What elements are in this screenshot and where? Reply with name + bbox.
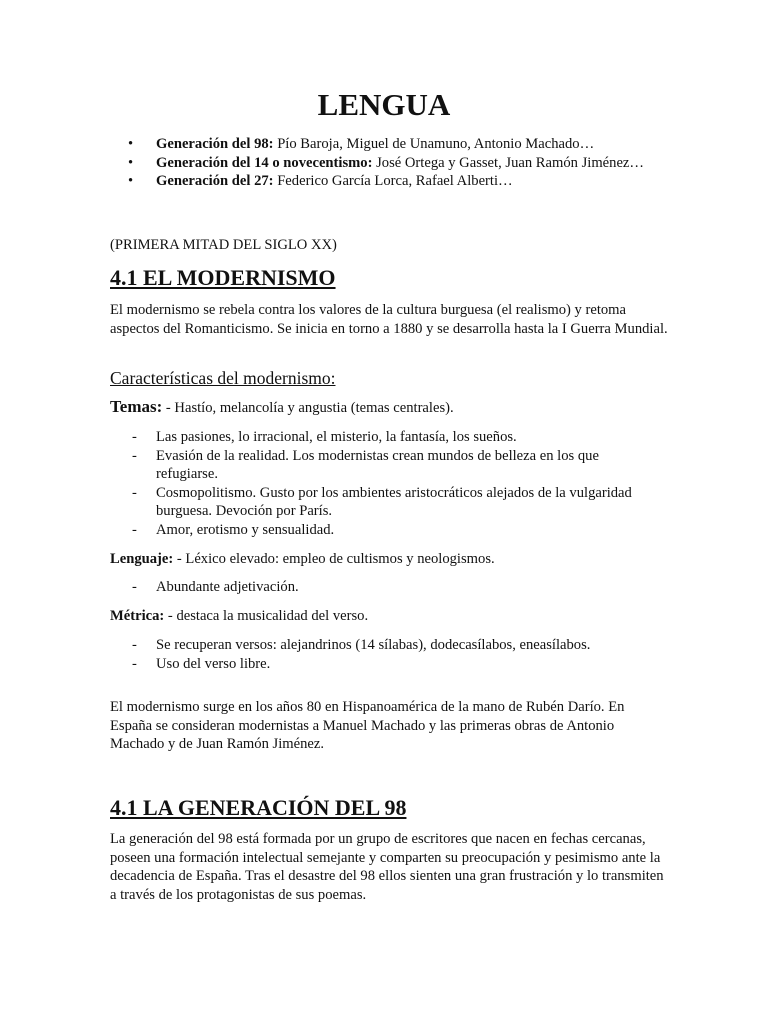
generation-label: Generación del 98: — [156, 136, 274, 152]
lenguaje-line — [110, 550, 670, 569]
generation-label: Generación del 27: — [156, 173, 274, 189]
generation-label: Generación del 14 o novecentismo: — [156, 154, 373, 171]
dash-icon: - — [132, 484, 137, 501]
generacion-98-intro: La generación del 98 está formada por un grupo de escritores que nacen en fechas cercanas, poseen una formación intelectual semejante y comparten su preocupación y pesimismo ante la decadencia de España. Tras el desastre del 98 ellos sienten una gran frustración y lo transmiten a través de los protagonistas de sus poemas. — [110, 831, 664, 903]
list-item — [132, 447, 652, 484]
lenguaje-text: - Léxico elevado: empleo de cultismos y neologismos. — [173, 551, 495, 567]
list-item — [132, 521, 652, 540]
list-item-text: Cosmopolitismo. Gusto por los ambientes aristocráticos alejados de la vulgaridad burguesa. Devoción por París. — [156, 484, 632, 519]
generation-authors: Pío Baroja, Miguel de Unamuno, Antonio Machado… — [273, 136, 595, 152]
list-item — [132, 655, 652, 674]
generations-list — [128, 135, 648, 191]
section-title-modernismo: 4.1 EL MODERNISMO — [110, 265, 336, 290]
metrica-list — [132, 636, 652, 673]
caracteristicas-heading: Características del modernismo: — [110, 368, 336, 388]
lenguaje-list — [132, 578, 652, 597]
list-item — [128, 154, 648, 173]
list-item-text: Uso del verso libre. — [156, 655, 271, 672]
temas-list — [132, 428, 652, 539]
generation-authors: Federico García Lorca, Rafael Alberti… — [273, 173, 513, 189]
list-item — [128, 135, 648, 154]
list-item — [132, 578, 652, 597]
generation-authors: José Ortega y Gasset, Juan Ramón Jiménez… — [372, 154, 644, 171]
bullet-icon: • — [128, 154, 134, 171]
modernismo-closing: El modernismo surge en los años 80 en Hispanoamérica de la mano de Rubén Darío. En España se consideran modernistas a Manuel Machado y las primeras obras de Antonio Machado y de Juan Ramón Jiménez. — [110, 699, 625, 752]
page-title: LENGUA — [317, 87, 451, 122]
list-item — [132, 484, 652, 521]
period-note: (PRIMERA MITAD DEL SIGLO XX) — [110, 237, 337, 253]
list-item — [132, 428, 652, 447]
list-item-text: Se recuperan versos: alejandrinos (14 sílabas), dodecasílabos, eneasílabos. — [156, 637, 591, 653]
bullet-icon: • — [128, 136, 134, 152]
dash-icon: - — [132, 447, 137, 464]
temas-label: Temas: — [110, 397, 163, 416]
metrica-text: - destaca la musicalidad del verso. — [164, 608, 369, 624]
dash-icon: - — [132, 655, 137, 672]
dash-icon: - — [132, 521, 137, 538]
temas-text: - Hastío, melancolía y angustia (temas centrales). — [162, 400, 454, 416]
dash-icon: - — [132, 429, 137, 445]
list-item-text: Abundante adjetivación. — [156, 579, 299, 595]
temas-line — [110, 398, 670, 418]
metrica-label: Métrica: — [110, 608, 165, 624]
bullet-icon: • — [128, 173, 134, 189]
list-item-text: Las pasiones, lo irracional, el misterio, la fantasía, los sueños. — [156, 429, 517, 445]
list-item-text: Evasión de la realidad. Los modernistas crean mundos de belleza en los que refugiarse. — [156, 447, 599, 482]
modernismo-intro: El modernismo se rebela contra los valores de la cultura burguesa (el realismo) y retoma aspectos del Romanticismo. Se inicia en torno a 1880 y se desarrolla hasta la I Guerra Mundial. — [110, 302, 668, 337]
section-title-generacion-98: 4.1 LA GENERACIÓN DEL 98 — [110, 795, 407, 820]
dash-icon: - — [132, 637, 137, 653]
list-item — [128, 172, 648, 191]
dash-icon: - — [132, 579, 137, 595]
metrica-line — [110, 607, 670, 626]
list-item — [132, 636, 652, 655]
list-item-text: Amor, erotismo y sensualidad. — [156, 521, 335, 538]
lenguaje-label: Lenguaje: — [110, 551, 174, 567]
